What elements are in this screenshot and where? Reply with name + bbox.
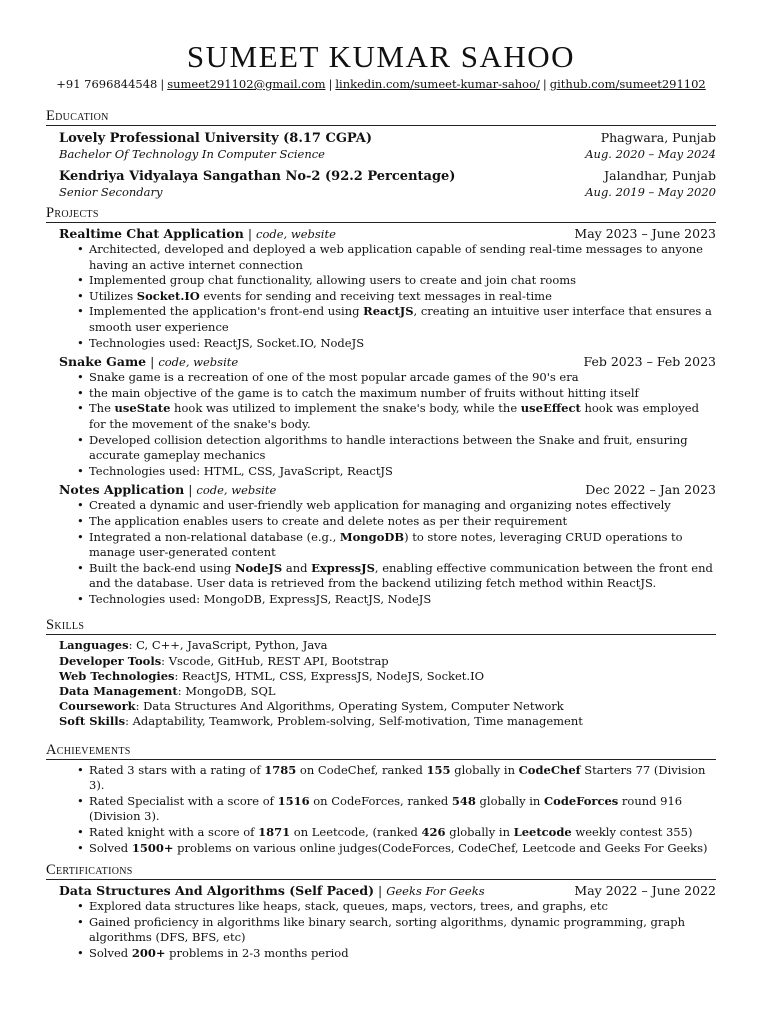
bullet-text: on Leetcode, (ranked [290, 825, 422, 840]
projects-section [46, 205, 716, 607]
project-name: Snake Game [59, 354, 147, 370]
achievements-heading: Achievements [46, 742, 716, 760]
bullet-emphasis: useEffect [520, 401, 581, 416]
bullet-text: Implemented group chat functionality, allowing users to create and join chat rooms [89, 273, 577, 288]
bullet-text: Explored data structures like heaps, stack, queues, maps, vectors, trees, and graphs, etc [89, 899, 608, 914]
certification-name: Data Structures And Algorithms (Self Paced) [59, 883, 375, 899]
institution-name: Lovely Professional University (8.17 CGPA) [59, 131, 372, 146]
bullet-text: round 916 (Division 3). [89, 793, 683, 824]
bullet-emphasis: useState [114, 401, 171, 416]
bullet-text: Technologies used: ReactJS, Socket.IO, NodeJS [89, 335, 365, 350]
institution-location: Jalandhar, Punjab [604, 168, 716, 183]
project-name: Realtime Chat Application [59, 226, 244, 241]
bullet-item [89, 841, 716, 857]
skill-row: Developer Tools: Vscode, GitHub, REST API, Bootstrap [59, 653, 389, 668]
institution-location: Phagwara, Punjab [600, 130, 716, 145]
bullet-text: Starters 77 (Division 3). [89, 762, 706, 793]
bullet-emphasis: 426 [421, 825, 446, 840]
bullet-item [89, 242, 716, 273]
bullet-text: Solved [89, 840, 132, 855]
bullet-text: on CodeChef, ranked [296, 762, 427, 777]
bullet-emphasis: Leetcode [513, 825, 572, 840]
bullet-item [89, 336, 716, 352]
email-link[interactable]: sumeet291102@gmail.com [167, 77, 326, 91]
skill-row: Languages: C, C++, JavaScript, Python, Java [59, 638, 328, 653]
bullet-emphasis: 155 [426, 762, 451, 777]
skills-list [46, 638, 716, 729]
project-bullets [59, 242, 716, 351]
project-name: Notes Application [59, 482, 185, 498]
bullet-emphasis: Socket.IO [136, 288, 200, 303]
bullet-text: Built the back-end using [89, 560, 235, 575]
bullet-text: events for sending and receiving text messages in real-time [199, 288, 552, 303]
bullet-item [89, 899, 716, 915]
education-entry [46, 167, 716, 200]
bullet-emphasis: 1785 [264, 762, 297, 777]
bullet-item [89, 794, 716, 825]
bullet-text: , enabling effective communication between the front end and the database. User data is retrieved from the backend utilizing fetch method within ReactJS. [89, 560, 713, 591]
skill-row: Data Management: MongoDB, SQL [59, 684, 276, 699]
bullet-item [89, 289, 716, 305]
bullet-emphasis: CodeForces [544, 793, 619, 808]
project-dates: Feb 2023 – Feb 2023 [583, 354, 716, 370]
certification-entry: Data Structures And Algorithms (Self Paced) | Geeks For Geeks May 2022 – June 2022 • Explored data structures like heaps, stack, queues, maps, vectors, trees, and graphs, etc • Gained proficiency in algorithms like binary search, sorting algorithms, dynamic programming, graph algorithms (DFS, BFS, etc) • Solved 200+ problems in 2-3 months period [46, 883, 716, 961]
bullet-emphasis: 1871 [258, 825, 291, 840]
bullet-emphasis: ReactJS [363, 304, 414, 319]
skill-label: Coursework [59, 699, 136, 714]
certifications-section [46, 862, 716, 961]
bullet-text: hook was utilized to implement the snake's body, while the [170, 401, 521, 416]
project-entry: Notes Application | code, website Dec 2022 – Jan 2023 • Created a dynamic and user-friendly web application for managing and organizing notes effectively • The application enables users to create and delete notes as per their requirement • Integrated a non-relational database (e.g., MongoDB) to store notes, leveraging CRUD operations to manage user-generated content • Built the back-end using NodeJS and ExpressJS, enabling effective communication between the front end and the database. User data is retrieved from the backend utilizing fetch method within ReactJS. • Technologies used: MongoDB, ExpressJS, ReactJS, NodeJS [46, 482, 716, 607]
bullet-emphasis: MongoDB [339, 529, 405, 544]
skill-row: Web Technologies: ReactJS, HTML, CSS, ExpressJS, NodeJS, Socket.IO [59, 668, 485, 683]
skill-value: ReactJS, HTML, CSS, ExpressJS, NodeJS, Socket.IO [182, 668, 485, 683]
bullet-emphasis: CodeChef [518, 762, 581, 777]
project-links[interactable]: code, website [196, 483, 277, 498]
bullet-text: the main objective of the game is to catch the maximum number of fruits without hitting itself [89, 385, 639, 400]
skill-label: Languages [59, 638, 129, 653]
skill-value: MongoDB, SQL [185, 684, 276, 699]
bullet-item [89, 825, 716, 841]
education-section [46, 108, 716, 200]
bullet-text: , creating an intuitive user interface that ensures a smooth user experience [89, 304, 712, 334]
bullet-text: The [89, 401, 115, 416]
bullet-item [89, 273, 716, 289]
bullet-text: Rated 3 stars with a rating of [89, 762, 265, 777]
bullet-item [89, 946, 716, 962]
institution-name: Kendriya Vidyalaya Sangathan No-2 (92.2 Percentage) [59, 169, 456, 184]
bullet-text: Gained proficiency in algorithms like binary search, sorting algorithms, dynamic programming, graph algorithms (DFS, BFS, etc) [89, 914, 686, 945]
bullet-item [89, 592, 716, 608]
project-dates: May 2023 – June 2023 [574, 226, 716, 241]
bullet-text: and [282, 560, 312, 575]
certifications-heading: Certifications [46, 862, 716, 880]
skill-label: Data Management [59, 684, 178, 699]
bullet-item [89, 464, 716, 480]
bullet-item [89, 433, 716, 464]
skill-label: Web Technologies [59, 668, 175, 683]
bullet-item [89, 370, 716, 386]
phone-number: +91 7696844548 [56, 77, 158, 91]
bullet-text: Integrated a non-relational database (e.g., [89, 529, 340, 544]
bullet-text: problems in 2-3 months period [165, 946, 349, 961]
bullet-text: Architected, developed and deployed a web application capable of sending real-time messages to anyone having an active internet connection [89, 242, 703, 272]
bullet-item [89, 386, 716, 402]
bullet-text: Implemented the application's front-end using [89, 304, 364, 319]
education-entry [46, 129, 716, 162]
project-bullets [59, 498, 716, 607]
bullet-emphasis: NodeJS [234, 560, 283, 575]
skill-value: C, C++, JavaScript, Python, Java [136, 638, 328, 653]
bullet-emphasis: 1500+ [131, 840, 174, 855]
project-links[interactable]: code, website [158, 355, 239, 370]
bullet-text: globally in [450, 762, 519, 777]
bullet-item [89, 763, 716, 794]
project-entry: Realtime Chat Application | code, website May 2023 – June 2023 • Architected, developed and deployed a web application capable of sending real-time messages to anyone having an active internet connection • Implemented group chat functionality, allowing users to create and join chat rooms • Utilizes Socket.IO events for sending and receiving text messages in real-time • Implemented the application's front-end using ReactJS, creating an intuitive user interface that ensures a smooth user experience • Technologies used: ReactJS, Socket.IO, NodeJS [46, 226, 716, 351]
projects-heading: Projects [46, 205, 716, 223]
project-bullets [59, 370, 716, 479]
bullet-text: on CodeForces, ranked [309, 793, 452, 808]
degree-name: Bachelor Of Technology In Computer Science [59, 147, 325, 161]
certification-bullets [59, 899, 716, 961]
bullet-emphasis: 200+ [131, 946, 166, 961]
bullet-text: Solved [89, 946, 132, 961]
bullet-text: Snake game is a recreation of one of the most popular arcade games of the 90's era [89, 370, 579, 385]
candidate-name: SUMEET KUMAR SAHOO [186, 39, 576, 74]
bullet-emphasis: 548 [451, 793, 476, 808]
degree-name: Senior Secondary [59, 185, 163, 199]
bullet-item [89, 401, 716, 432]
skill-value: Vscode, GitHub, REST API, Bootstrap [168, 653, 389, 668]
bullet-emphasis: 1516 [277, 793, 310, 808]
bullet-text: weekly contest 355) [571, 825, 693, 840]
skill-label: Developer Tools [59, 653, 162, 668]
bullet-text: Technologies used: HTML, CSS, JavaScript, ReactJS [89, 463, 393, 478]
github-link[interactable]: github.com/sumeet291102 [549, 77, 706, 91]
contact-separator: | [328, 77, 333, 91]
bullet-text: problems on various online judges(CodeForces, CodeChef, Leetcode and Geeks For Geeks) [173, 840, 708, 855]
bullet-text: globally in [475, 793, 544, 808]
bullet-item [89, 304, 716, 335]
bullet-text: Technologies used: MongoDB, ExpressJS, ReactJS, NodeJS [89, 591, 432, 606]
bullet-item [89, 915, 716, 946]
achievement-bullets [46, 763, 716, 857]
bullet-text: Created a dynamic and user-friendly web application for managing and organizing notes effectively [89, 498, 671, 513]
contact-line [46, 76, 716, 92]
achievements-section [46, 742, 716, 857]
project-dates: Dec 2022 – Jan 2023 [585, 482, 716, 498]
certification-dates: May 2022 – June 2022 [574, 883, 716, 899]
skill-row: Coursework: Data Structures And Algorithms, Operating System, Computer Network [59, 699, 564, 714]
education-dates: Aug. 2019 – May 2020 [585, 185, 716, 199]
bullet-text: ) to store notes, leveraging CRUD operations to manage user-generated content [89, 529, 683, 560]
bullet-text: Developed collision detection algorithms to handle interactions between the Snake and fruit, ensuring accurate gameplay mechanics [89, 432, 688, 463]
bullet-text: Utilizes [89, 288, 137, 303]
education-heading: Education [46, 108, 716, 126]
bullet-text: The application enables users to create and delete notes as per their requirement [89, 513, 568, 528]
bullet-item [89, 530, 716, 561]
linkedin-link[interactable]: linkedin.com/sumeet-kumar-sahoo/ [335, 77, 540, 91]
skill-value: Adaptability, Teamwork, Problem-solving, Self-motivation, Time management [132, 714, 583, 729]
education-dates: Aug. 2020 – May 2024 [585, 147, 716, 161]
certification-issuer: Geeks For Geeks [386, 884, 485, 899]
bullet-text: hook was employed for the movement of the snake's body. [89, 401, 699, 431]
skill-value: Data Structures And Algorithms, Operating System, Computer Network [143, 699, 564, 714]
contact-separator: | [542, 77, 547, 91]
bullet-emphasis: ExpressJS [311, 560, 375, 575]
bullet-text: globally in [445, 825, 514, 840]
project-links[interactable]: code, website [256, 227, 336, 241]
bullet-text: Rated knight with a score of [89, 825, 259, 840]
skills-section [46, 617, 716, 729]
bullet-item [89, 498, 716, 514]
project-entry: Snake Game | code, website Feb 2023 – Feb 2023 • Snake game is a recreation of one of the most popular arcade games of the 90's era • the main objective of the game is to catch the maximum number of fruits without hitting itself • The useState hook was utilized to implement the snake's body, while the useEffect hook was employed for the movement of the snake's body. • Developed collision detection algorithms to handle interactions between the Snake and fruit, ensuring accurate gameplay mechanics • Technologies used: HTML, CSS, JavaScript, ReactJS [46, 354, 716, 479]
skill-row: Soft Skills: Adaptability, Teamwork, Problem-solving, Self-motivation, Time management [59, 714, 583, 729]
bullet-text: Rated Specialist with a score of [89, 793, 278, 808]
contact-separator: | [160, 77, 165, 91]
bullet-item [89, 561, 716, 592]
bullet-item [89, 514, 716, 530]
skill-label: Soft Skills [59, 714, 126, 729]
skills-heading: Skills [46, 617, 716, 635]
